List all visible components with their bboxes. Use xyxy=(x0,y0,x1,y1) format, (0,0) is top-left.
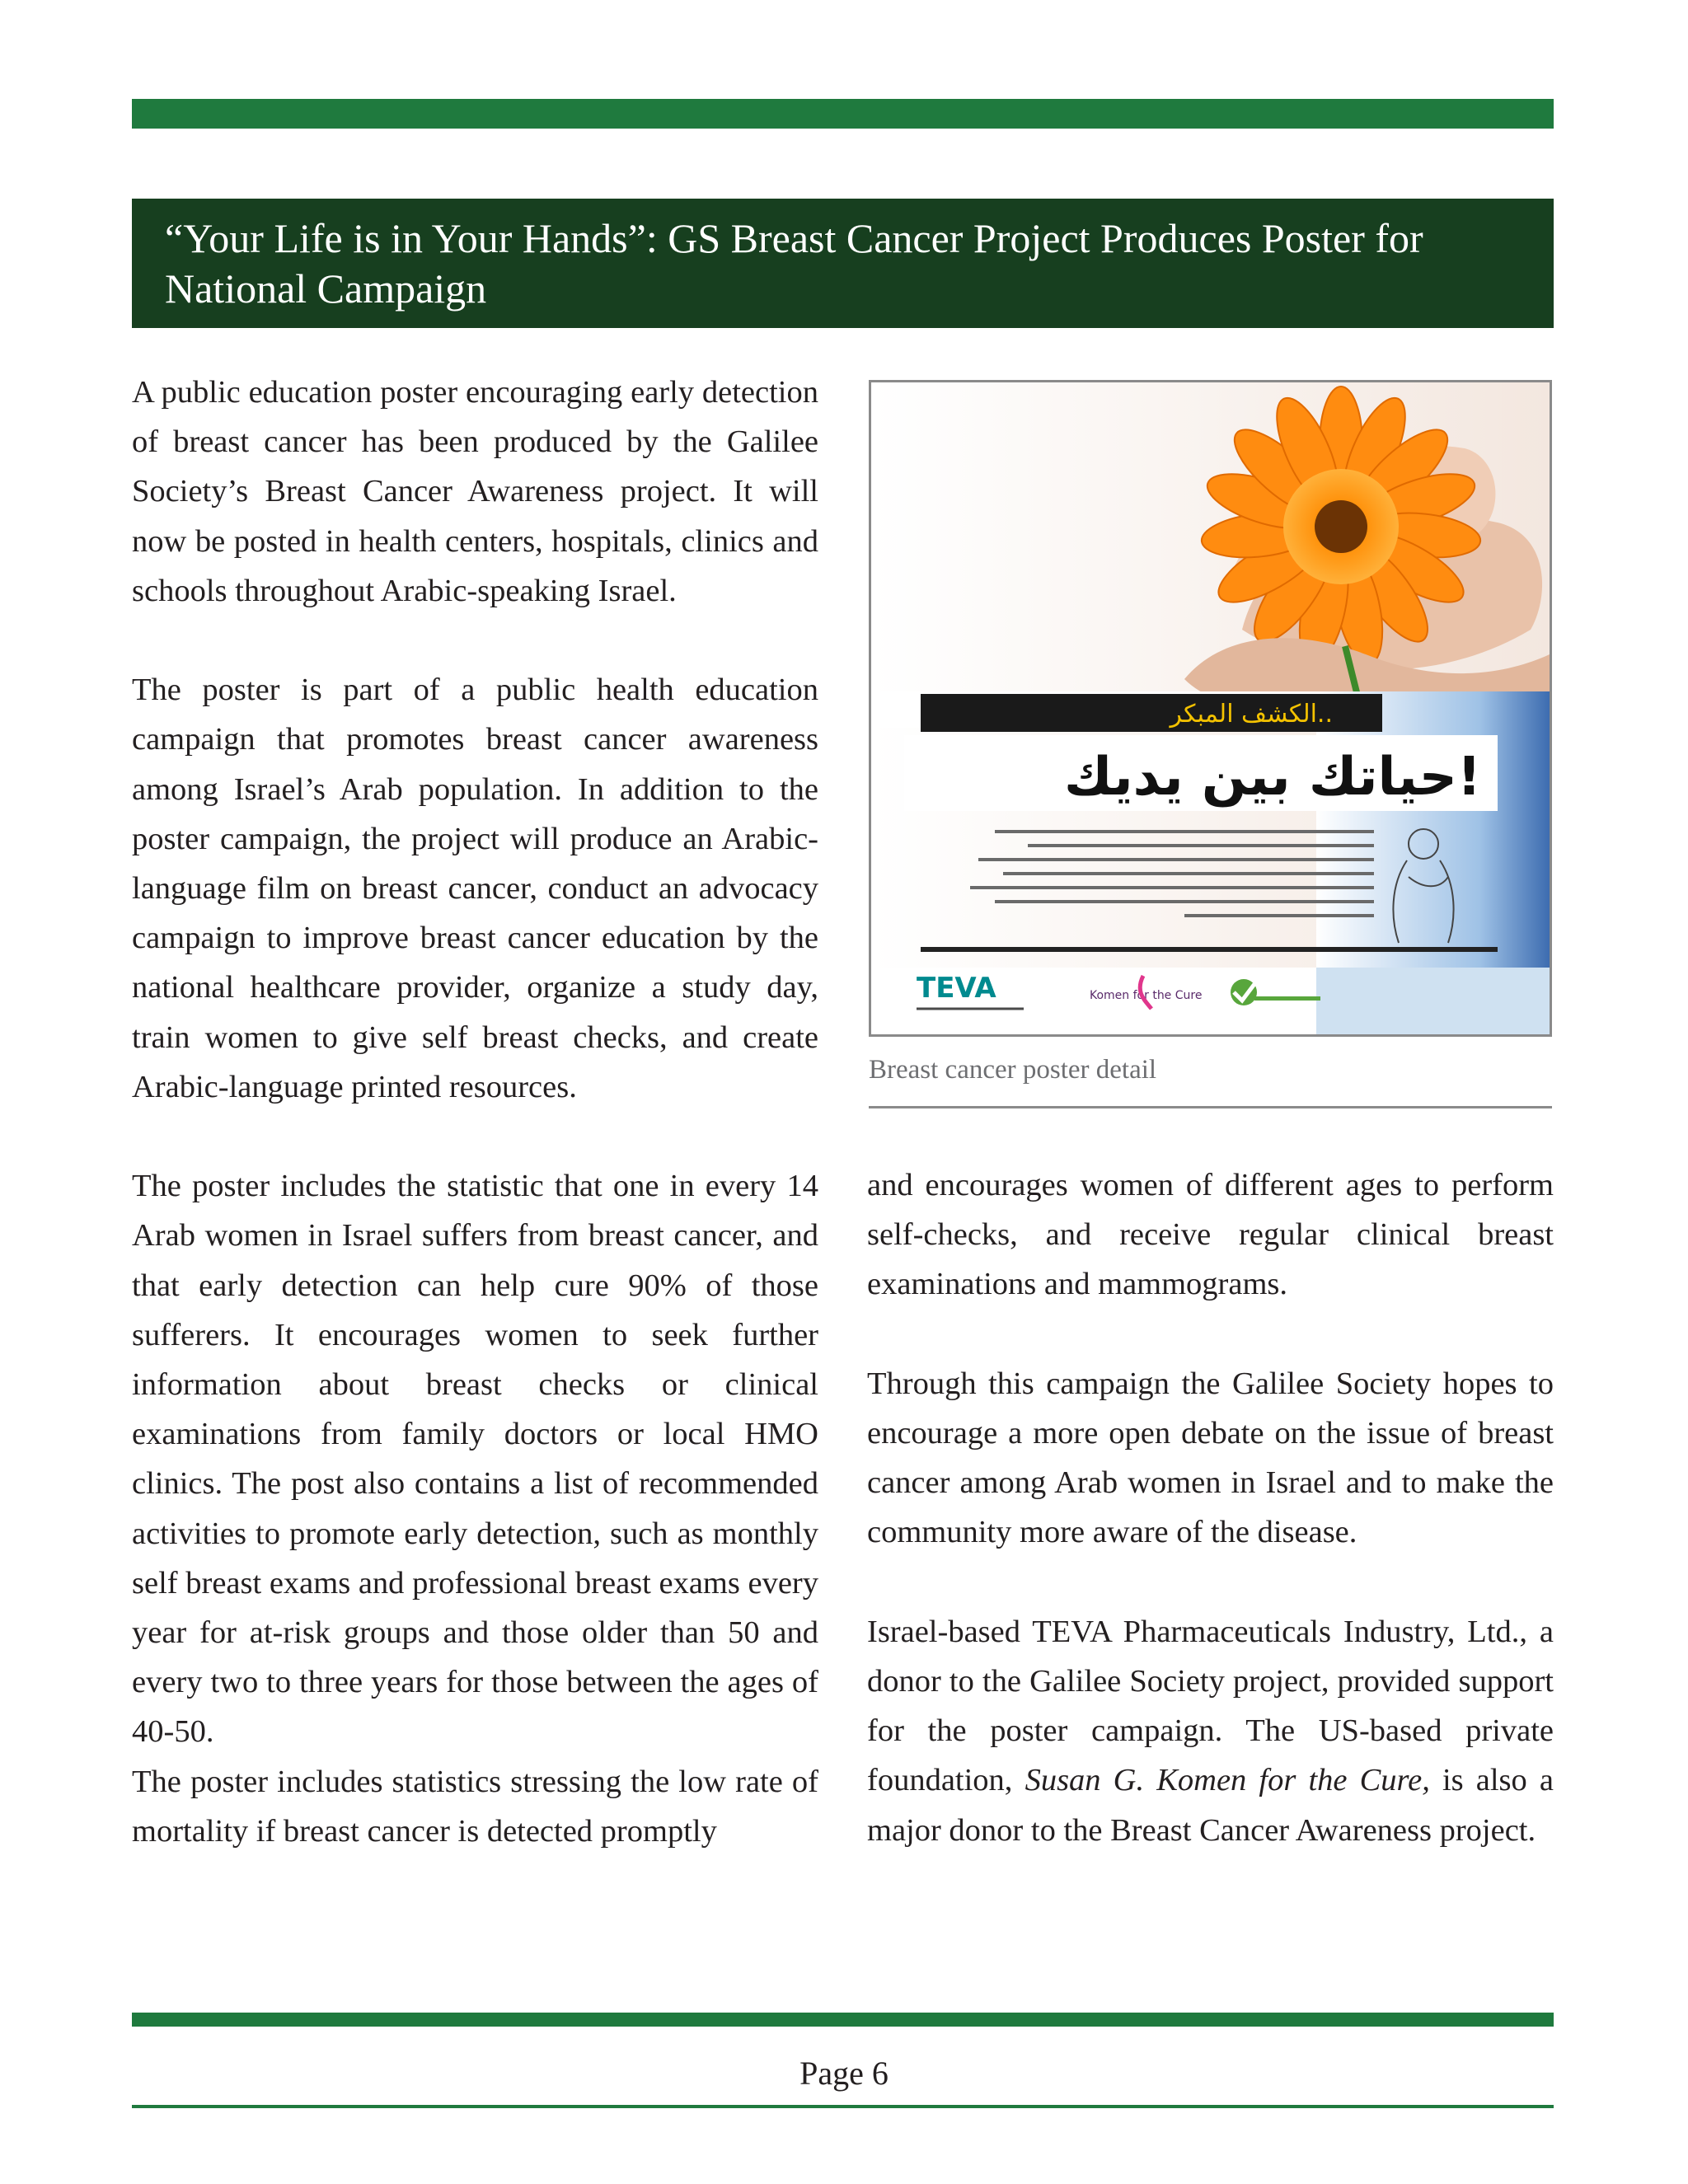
article-title: “Your Life is in Your Hands”: GS Breast Cancer Project Produces Poster for National Campaign xyxy=(165,215,1423,312)
paragraph-mortality: The poster includes statistics stressing the low rate of mortality if breast cancer is detected promptly xyxy=(132,1764,818,1849)
poster-headline-large: حياتك بين يديك! xyxy=(1063,747,1481,808)
paragraph-campaign: The poster is part of a public health education campaign that promotes breast cancer awareness among Israel’s Arab population. In addition to the poster campaign, the project will produce an Arabic-language film on breast cancer, conduct an advocacy campaign to improve breast cancer education by the national healthcare provider, organize a study day, train women to give self breast checks, and create Arabic-language printed resources. xyxy=(132,673,818,1104)
paragraph-encourages: and encourages women of different ages to perform self-checks, and receive regular clinical breast examinations and mammograms. xyxy=(867,1168,1554,1302)
left-column xyxy=(132,368,818,1856)
caption-divider xyxy=(869,1106,1552,1108)
poster-image xyxy=(869,380,1552,1037)
paragraph-statistics: The poster includes the statistic that one in every 14 Arab women in Israel suffers from breast cancer, and that early detection can help cure 90% of those sufferers. It encourages women to seek further information about breast checks or clinical examinations from family doctors or local HMO clinics. The post also contains a list of recommended activities to promote early detection, such as monthly self breast exams and professional breast exams every year for at-risk groups and those older than 50 and every two to three years for those between the ages of 40-50. xyxy=(132,1169,818,1750)
paragraph-donors xyxy=(867,1607,1554,1855)
top-green-rule xyxy=(132,99,1554,129)
page-number: Page 6 xyxy=(799,2055,889,2092)
paragraph-intro: A public education poster encouraging early detection of breast cancer has been produced by the Galilee Society’s Breast Cancer Awareness project. It will now be posted in health centers, hospitals, clinics and schools throughout Arabic-speaking Israel. xyxy=(132,375,818,608)
komen-logo: Komen for the Cure xyxy=(1090,989,1203,1002)
teva-logo: TEVA xyxy=(917,972,996,1005)
right-column xyxy=(867,1160,1554,1855)
poster-headline-small: الكشف المبكر.. xyxy=(1170,700,1333,729)
article-title-bar xyxy=(132,199,1554,328)
bottom-thin-rule xyxy=(132,2105,1554,2108)
paragraph-campaign-hopes: Through this campaign the Galilee Society hopes to encourage a more open debate on the issue of breast cancer among Arab women in Israel and to make the community more aware of the disease. xyxy=(867,1366,1554,1550)
komen-foundation-name: Susan G. Komen for the Cure, xyxy=(1025,1763,1430,1798)
donor-text-start: Israel-based TEVA Pharmaceuticals Industry, Ltd., a donor to the Galilee Society project, provided support for the poster campaign. The US-based private foundation, xyxy=(867,1614,1554,1798)
bottom-green-rule xyxy=(132,2013,1554,2027)
figure-caption: Breast cancer poster detail xyxy=(869,1055,1157,1085)
donor-text-end: is also a major donor to the Breast Cancer Awareness project. xyxy=(867,1763,1554,1848)
